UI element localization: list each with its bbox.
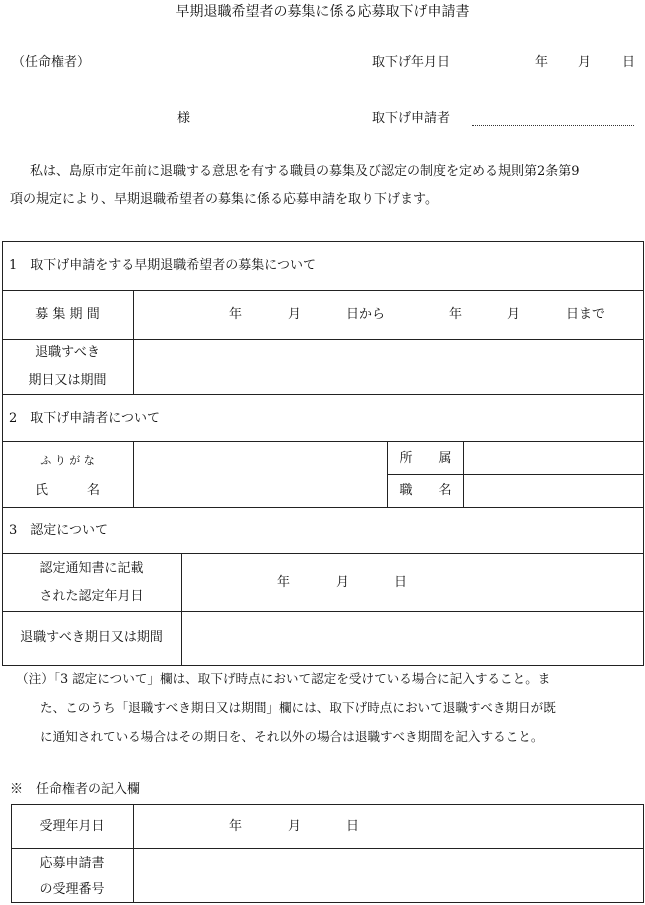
section3-heading: 3 認定について xyxy=(9,523,109,538)
name-label: 氏 名 xyxy=(34,483,100,498)
received-day-unit: 日 xyxy=(346,819,360,834)
notice-label-line-2: された認定年月日 xyxy=(39,589,144,604)
receipt-number-field[interactable] xyxy=(134,849,643,902)
applicant-signature-line[interactable] xyxy=(472,125,634,126)
retire-label-line-1: 退職すべき xyxy=(35,345,100,360)
affiliation-field[interactable] xyxy=(464,442,643,473)
affiliation-label: 所 属 xyxy=(399,451,452,466)
note-line-1: （注）「3 認定について」欄は、取下げ時点において認定を受けている場合に記入すること。ま xyxy=(16,671,551,686)
rule xyxy=(387,441,388,507)
period-month-unit-1: 月 xyxy=(288,307,302,322)
approval-day-unit: 日 xyxy=(394,575,408,590)
applicant-label: 取下げ申請者 xyxy=(372,111,451,126)
approval-year-unit: 年 xyxy=(277,575,291,590)
approval-date-field[interactable] xyxy=(182,554,643,610)
note-line-3: に通知されている場合はその期日を、それ以外の場合は退職すべき期間を記入すること。 xyxy=(40,729,544,744)
number-label-line-2: の受理番号 xyxy=(39,882,105,897)
received-date-label: 受理年月日 xyxy=(39,819,105,834)
section2-heading: 2 取下げ申請者について xyxy=(9,411,161,426)
page-title: 早期退職希望者の募集に係る応募取下げ申請書 xyxy=(175,4,470,20)
period-from-unit: 日から xyxy=(346,307,386,322)
recruitment-period-field[interactable] xyxy=(134,291,643,338)
notice-label-line-1: 認定通知書に記載 xyxy=(39,561,144,576)
retire-period-label: 退職すべき期日又は期間 xyxy=(20,630,163,645)
position-field[interactable] xyxy=(464,475,643,506)
section1-heading: 1 取下げ申請をする早期退職希望者の募集について xyxy=(9,258,317,273)
rule xyxy=(2,507,644,508)
period-label: 募 集 期 間 xyxy=(35,307,100,322)
period-year-unit-2: 年 xyxy=(449,307,463,322)
received-month-unit: 月 xyxy=(288,819,302,834)
withdrawal-month-unit: 月 xyxy=(578,55,592,70)
sama-label: 様 xyxy=(177,111,191,126)
position-label: 職 名 xyxy=(399,483,452,498)
retire-period-field[interactable] xyxy=(182,612,643,665)
appointer-section-heading: ※ 任命権者の記入欄 xyxy=(10,782,141,797)
period-until-unit: 日まで xyxy=(566,307,606,322)
name-field[interactable] xyxy=(134,442,386,506)
intro-line-2: 項の規定により、早期退職希望者の募集に係る応募申請を取り下げます。 xyxy=(10,192,438,207)
withdrawal-day-unit: 日 xyxy=(622,55,636,70)
appointer-label: （任命権者） xyxy=(12,55,91,70)
note-line-2: た、このうち「退職すべき期日又は期間」欄には、取下げ時点において退職すべき期日が既 xyxy=(40,700,556,715)
received-date-field[interactable] xyxy=(134,805,643,847)
withdrawal-date-label: 取下げ年月日 xyxy=(372,55,451,70)
period-month-unit-2: 月 xyxy=(507,307,521,322)
rule xyxy=(2,394,644,395)
retire-label-line-2: 期日又は期間 xyxy=(28,373,107,388)
number-label-line-1: 応募申請書 xyxy=(39,856,105,871)
retire-date-field[interactable] xyxy=(134,340,643,393)
period-year-unit-1: 年 xyxy=(229,307,243,322)
approval-month-unit: 月 xyxy=(336,575,350,590)
intro-line-1: 私は、島原市定年前に退職する意思を有する職員の募集及び認定の制度を定める規則第2条第9 xyxy=(30,164,580,179)
furigana-label: ふ り が な xyxy=(40,454,95,467)
withdrawal-year-unit: 年 xyxy=(535,55,549,70)
received-year-unit: 年 xyxy=(229,819,243,834)
